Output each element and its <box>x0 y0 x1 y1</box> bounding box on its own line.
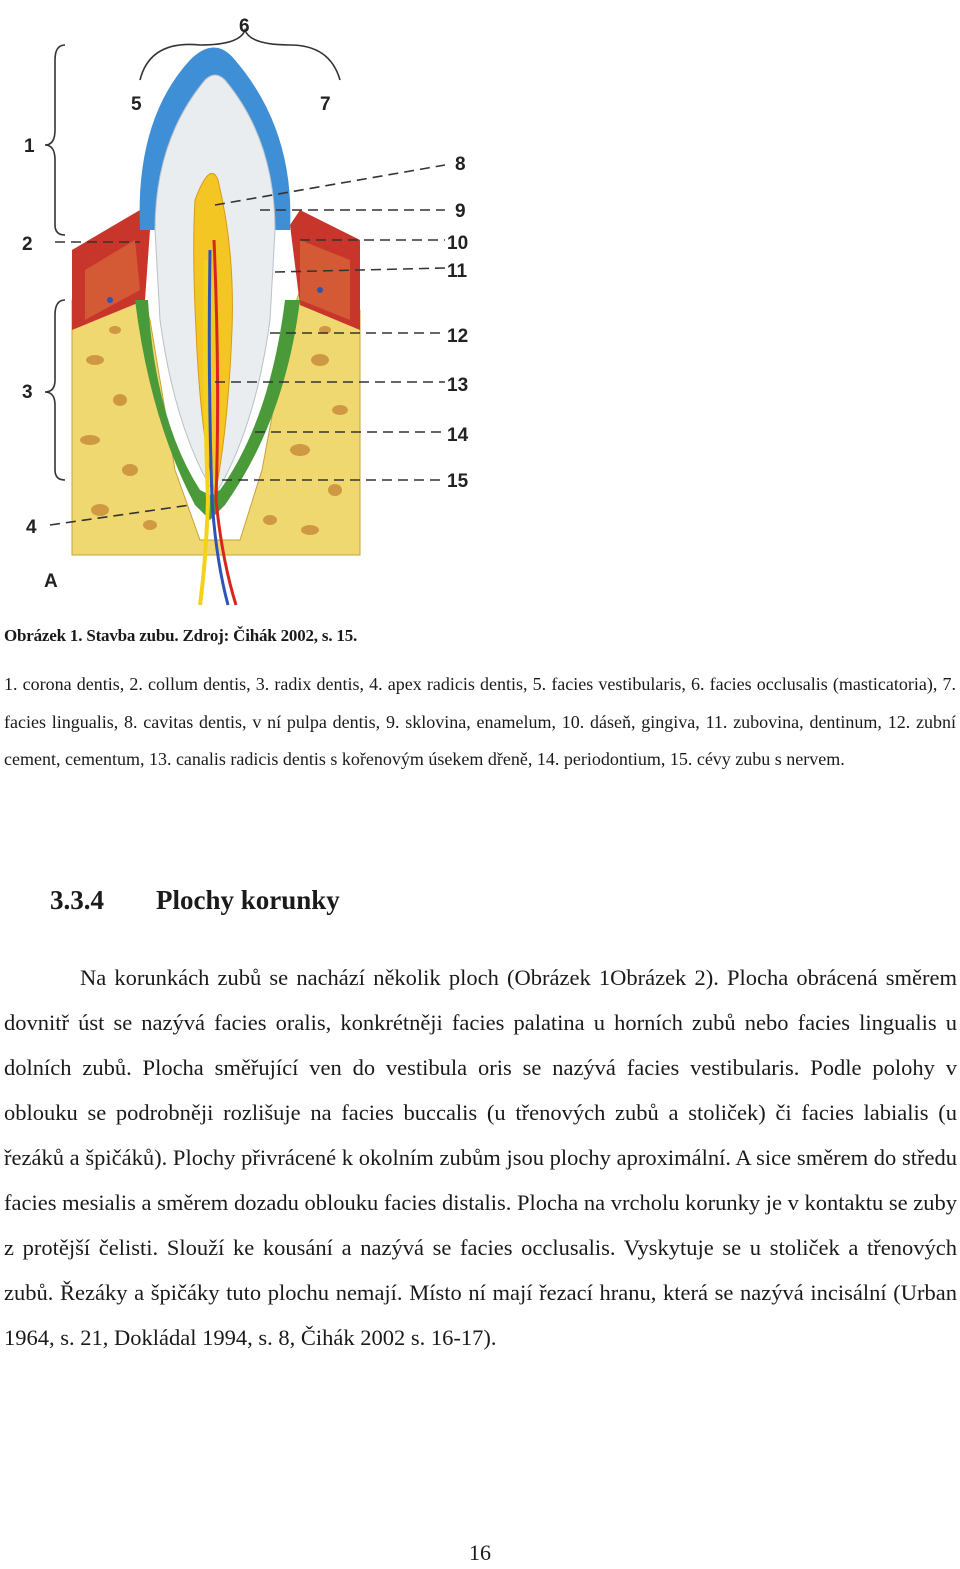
label-4: 4 <box>26 517 37 538</box>
section-number: 3.3.4 <box>50 885 104 915</box>
label-9: 9 <box>455 201 466 222</box>
section-heading <box>50 885 340 916</box>
label-8: 8 <box>455 154 466 175</box>
label-5: 5 <box>131 94 142 115</box>
body-paragraph <box>4 955 957 1360</box>
label-6: 6 <box>239 16 250 37</box>
label-3: 3 <box>22 382 33 403</box>
label-13: 13 <box>447 375 469 396</box>
tooth-illustration <box>0 0 520 620</box>
label-7: 7 <box>320 94 331 115</box>
tooth-anatomy-figure <box>0 0 520 620</box>
label-15: 15 <box>447 471 469 492</box>
section-title: Plochy korunky <box>156 885 340 915</box>
label-1: 1 <box>24 136 35 157</box>
figure-legend: 1. corona dentis, 2. collum dentis, 3. radix dentis, 4. apex radicis dentis, 5. facies vestibularis, 6. facies occlusalis (masticatoria), 7. facies lingualis, 8. cavitas dentis, v ní pulpa dentis, 9. sklovina, enamelum, 10. dáseň, gingiva, 11. zubovina, dentinum, 12. zubní cement, cementum, 13. canalis radicis dentis s kořenovým úsekem dřeně, 14. periodontium, 15. cévy zubu s nervem. <box>4 674 956 769</box>
label-2: 2 <box>22 234 33 255</box>
figure-caption: Obrázek 1. Stavba zubu. Zdroj: Čihák 2002, s. 15. <box>4 626 358 645</box>
panel-letter: A <box>44 571 58 592</box>
paragraph-text: Na korunkách zubů se nachází několik ploch (Obrázek 1Obrázek 2). Plocha obrácená směrem dovnitř úst se nazývá facies oralis, konkrétněji facies palatina u horních zubů nebo facies lingualis u dolních zubů. Plocha směřující ven do vestibula oris se nazývá facies vestibularis. Podle polohy v oblouku se podrobněji rozlišuje na facies buccalis (u třenových zubů a stoliček) či facies labialis (u řezáků a špičáků). Plochy přivrácené k okolním zubům jsou plochy aproximální. A sice směrem do středu facies mesialis a směrem dozadu oblouku facies distalis. Plocha na vrcholu korunky je v kontaktu se zuby z protější čelisti. Slouží ke kousání a nazývá se facies occlusalis. Vyskytuje se u stoliček a třenových zubů. Řezáky a špičáky tuto plochu nemají. Místo ní mají řezací hranu, která se nazývá incisální (Urban 1964, s. 21, Dokládal 1994, s. 8, Čihák 2002 s. 16-17). <box>4 965 957 1350</box>
label-10: 10 <box>447 233 469 254</box>
label-11: 11 <box>447 261 468 282</box>
label-12: 12 <box>447 326 469 347</box>
label-14: 14 <box>447 425 469 446</box>
page-number: 16 <box>469 1540 491 1565</box>
